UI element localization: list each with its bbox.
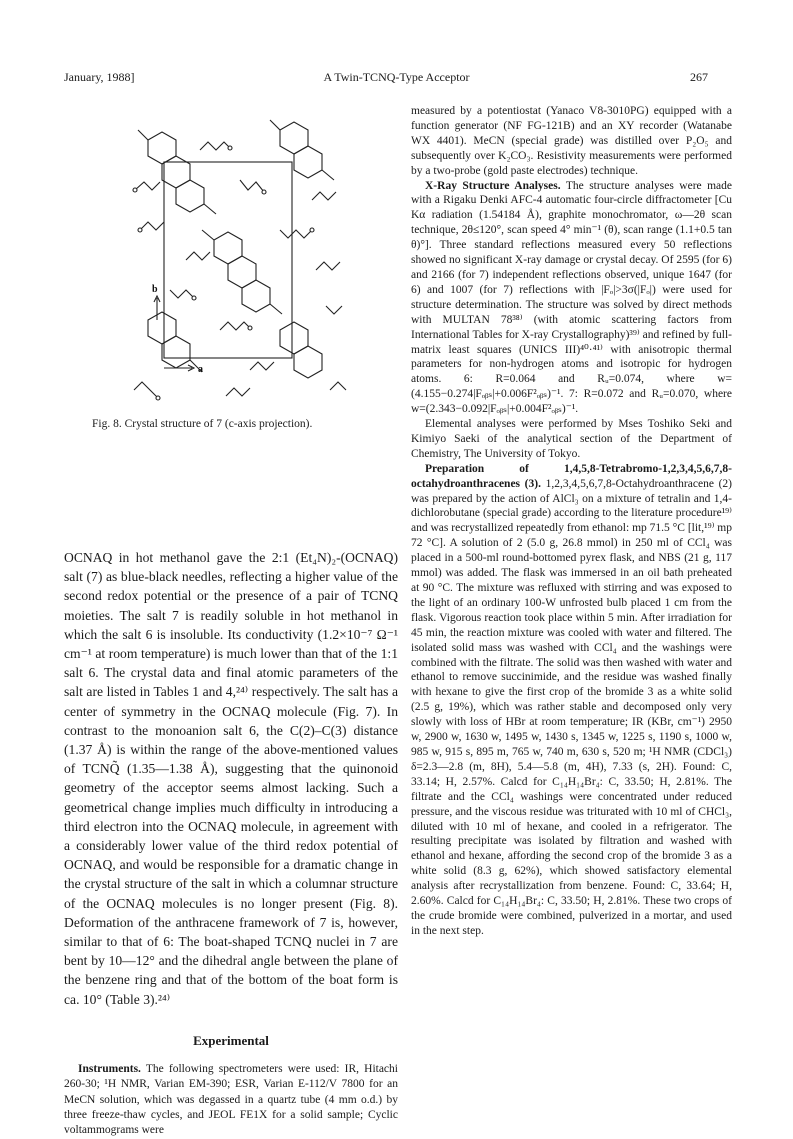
paragraph-text: 1,2,3,4,5,6,7,8-Octahydroanthracene (2) was prepared by the action of AlCl₃ on a mixture of tetralin and 1,4-dichlorobutane (special grade) according to the literature procedure¹⁹⁾ and was recrystallized repeatedly from ethanol: mp 71.5 °C [lit,¹⁹⁾ mp 72 °C]. A solution of 2 (5.0 g, 26.8 mmol) in 250 ml of CCl₄ was placed in a 500-ml round-bottomed pyrex flask, and NBS (21 g, 117 mmol) was added. The flask was immersed in an oil bath preheated at 90 °C. The mixture was refluxed with stirring and was exposed to the light of an ordinary 100-W unfrosted bulb placed 1 cm from the flask. Vigorous reaction took place within 5 min. After irradiation for 45 min, the reaction mixture was cooled with water and filtered. The isolated solid mass was washed with CCl₄ and the washings were combined with the filtrate. The solid was then washed with water and ethanol to remove succinimide, and the residue was washed finally with hexane to give the first crop of the bromide 3 as a white solid (2.5 g, 19%), which was rather stable and decomposed only very slowly with loss of HBr at room temperature; IR (KBr, cm⁻¹) 2950 w, 2900 w, 1630 w, 1495 w, 1430 s, 1345 w, 1225 s, 1190 s, 1000 w, 985 w, 915 s, 895 m, 765 w, 740 m, 630 s, 520 m; ¹H NMR (CDCl₃) δ=2.3—2.8 (m, 8H), 5.4—5.8 (m, 4H), 7.33 (s, 2H). Found: C, 33.14; H, 2.57%. Calcd for C₁₄H₁₄Br₄: C, 33.50; H, 2.81%. The filtrate and the CCl₄ washings were concentrated under reduced pressure, and the viscous residue was triturated with 10 ml of CHCl₃, diluted with 10 ml of hexane, and cooled in a refrigerator. The resulting precipitate was isolated by filtration and washed with ethanol and hexane, affording the second crop of the bromide 3 as a white solid (8.3 g, 62%), which showed satisfactory elemental analysis after recrystallization from benzene. Found: C, 33.64; H, 2.60%. Calcd for C₁₄H₁₄Br₄: C, 33.50; H, 2.81%. These two crops of the crude bromide were combined, pulverized in a mortar, and used in the next step. <box>411 477 732 937</box>
paragraph-text: The structure analyses were made with a Rigaku Denki AFC-4 automatic four-circle diffractometer [Cu Kα radiation (1.54184 Å), graphite monochromator, ω—2θ scan technique, 2θ≤120°, scan speed 4° min⁻¹ (θ), scan range (1.1+0.5 tan θ)°]. Three standard reflections measured every 50 reflections showed no significant X-ray damage or crystal decay. Of 2595 (for 6) and 2166 (for 7) independent reflections observed, unique 1647 (for 6) and 1007 (for 7) reflections with |Fₒ|>3σ(|Fₒ|) were used for structure determination. The structure was solved by direct methods with MULTAN 78³⁸⁾ (with atomic scattering factors from International Tables for X-ray Crystallography)³⁹⁾ and refined by full-matrix least squares (UNICS III)⁴⁰·⁴¹⁾ with anisotropic thermal parameters for non-hydrogen atoms and isotropic for hydrogen atoms. 6: R=0.064 and Rᵤ=0.074, where w=(4.155−0.274|Fₒᵦₛ|+0.006F²ₒᵦₛ)⁻¹. 7: R=0.072 and Rᵤ=0.070, where w=(2.343−0.092|Fₒᵦₛ|+0.004F²ₒᵦₛ)⁻¹. <box>411 179 733 416</box>
left-column <box>64 548 398 1139</box>
run-in-heading: Preparation of 1,4,5,8-Tetrabromo-1,2,3,4,5,6,7,8-octahydroanthracenes (3). <box>411 462 732 490</box>
acceptor-molecule <box>138 130 216 214</box>
acceptor-molecule <box>270 120 334 180</box>
paragraph: Elemental analyses were performed by Mses Toshiko Seki and Kimiyo Saeki of the analytical section of the Department of Chemistry, The University of Tokyo. <box>411 418 732 460</box>
paragraph: OCNAQ in hot methanol gave the 2:1 (Et₄N)₂-(OCNAQ) salt (7) as blue-black needles, reflecting a higher value of the second redox potential or the presence of a pair of TCNQ moieties. The salt 7 is readily soluble in hot methanol in which the salt 6 is insoluble. Its conductivity (1.2×10⁻⁷ Ω⁻¹ cm⁻¹ at room temperature) is much lower than that of the 1:1 salt 6. The crystal data and final atomic parameters of the salt are listed in Tables 1 and 4,²⁴⁾ respectively. The salt has a center of symmetry in the OCNAQ molecule (Fig. 7). In contrast to the monoanion salt 6, the C(2)–C(3) distance (1.37 Å) is within the range of the above-mentioned values of TCNQ̃ (1.35—1.38 Å), suggesting that the quinonoid geometry of the acceptor seems almost lacking. Such a geometrical change implies much difficulty in introducing a third electron into the OCNAQ molecule, in agreement with a considerably lower value of the third redox potential of OCNAQ, and would be responsible for a dramatic change in the crystal structure of the salt in which a columnar structure of the OCNAQ molecules is no longer present (Fig. 8). Deformation of the anthracene framework of 7 is, however, similar to that of 6: The boat-shaped TCNQ nuclei in 7 are bent by 10—12° and the dihedral angle between the plane of the benzene ring and that of the bottom of the boat form is ca. 10° (Table 3).²⁴⁾ <box>64 550 398 1007</box>
run-in-heading: Instruments. <box>78 1063 141 1076</box>
run-in-heading: X-Ray Structure Analyses. <box>425 179 561 192</box>
instruments-paragraph <box>64 1062 398 1138</box>
crystal-structure-figure <box>130 110 350 410</box>
right-column <box>411 104 732 939</box>
acceptor-molecule <box>202 230 282 314</box>
acceptor-molecule <box>148 312 202 372</box>
b-axis-label: b <box>152 284 158 295</box>
running-header-title: A Twin-TCNQ-Type Acceptor <box>323 70 470 84</box>
a-axis-label: a <box>198 364 203 375</box>
preparation-paragraph <box>411 462 732 939</box>
unit-cell-outline <box>164 162 292 358</box>
crystal-structure-drawing <box>130 110 350 410</box>
figure-caption: Fig. 8. Crystal structure of 7 (c-axis projection). <box>92 418 313 430</box>
paragraph: measured by a potentiostat (Yanaco V8-3010PG) equipped with a function generator (NF FG-121B) and an XY recorder (Watanabe WX 4401). MeCN (special grade) was distilled over P₂O₅ and subsequently over K₂CO₃. Resistivity measurements were performed by a two-probe (gold paste electrodes) technique. <box>411 105 732 177</box>
section-heading: Experimental <box>193 1032 269 1048</box>
page-number: 267 <box>690 70 708 84</box>
acceptor-molecule <box>280 322 322 378</box>
running-header-date: January, 1988] <box>64 70 135 84</box>
paragraph-text: The following spectrometers were used: IR, Hitachi 260-30; ¹H NMR, Varian EM-390; ESR, Varian E-112/V 7800 for an MeCN solution, which was degassed in a quartz tube (4 mm o.d.) by three freeze-thaw cycles, and JEOL FE1X for a solid sample; Cyclic voltammograms were <box>64 1063 398 1137</box>
xray-paragraph <box>411 179 732 418</box>
